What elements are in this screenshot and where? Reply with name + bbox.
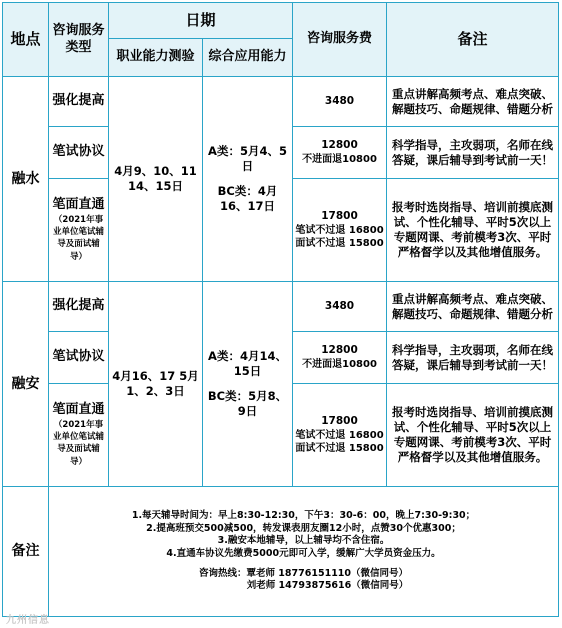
remark-cell: 重点讲解高频考点、难点突破、解题技巧、命题规律、错题分析 [387, 282, 559, 332]
header-date: 日期 [109, 3, 293, 39]
service-type-cell: 笔试协议 [49, 332, 109, 384]
footer-note-line: 4.直通车协议先缴费5000元即可入学，缓解广大学员资金压力。 [166, 547, 441, 559]
contact-line: 覃老师 18776151110（微信同号） [246, 567, 409, 579]
footer-note-line: 3.融安本地辅导，以上辅导均不含住宿。 [217, 535, 390, 547]
header-fee: 咨询服务费 [293, 3, 387, 77]
service-subnote: （2021年事业单位笔试辅导及面试辅导） [52, 419, 104, 467]
fee-cell: 12800 不进面退10800 [293, 127, 387, 179]
fee-cell: 3480 [293, 77, 387, 127]
header-vocational-test: 职业能力测验 [109, 39, 203, 77]
applied-date-bc: BC类：4月16、17日 [217, 184, 278, 213]
service-type-cell: 强化提高 [49, 77, 109, 127]
footer-note-line: 2.提高班预交500减500，转发课表朋友圈12小时，点赞30个优惠300； [146, 522, 461, 534]
vocational-date-cell: 4月16、17 5月1、2、3日 [109, 282, 203, 487]
footer-label: 备注 [3, 487, 49, 617]
service-type-cell: 强化提高 [49, 282, 109, 332]
vocational-date-cell: 4月9、10、11 14、15日 [109, 77, 203, 282]
fee-note: 不进面退10800 [302, 153, 377, 165]
header-applied-ability: 综合应用能力 [203, 39, 293, 77]
service-type-cell: 笔面直通 （2021年事业单位笔试辅导及面试辅导） [49, 384, 109, 487]
fee-cell: 3480 [293, 282, 387, 332]
place-cell: 融安 [3, 282, 49, 487]
hotline-line [51, 568, 556, 580]
fee-cell: 17800 笔试不过退 16800 面试不过退 15800 [293, 384, 387, 487]
footer-note-line: 1.每天辅导时间为：早上8:30-12:30，下午3：30-6：00，晚上7:30-9:30； [131, 510, 476, 522]
header-remarks: 备注 [387, 3, 559, 77]
remark-cell: 科学指导，主攻弱项，名师在线答疑，课后辅导到考试前一天！ [387, 332, 559, 384]
place-cell: 融水 [3, 77, 49, 282]
footer-notes [49, 487, 559, 617]
service-type-cell: 笔试协议 [49, 127, 109, 179]
fee-cell: 17800 笔试不过退 16800 面试不过退 15800 [293, 179, 387, 282]
service-type-cell: 笔面直通 （2021年事业单位笔试辅导及面试辅导） [49, 179, 109, 282]
watermark: 九州信息 [6, 615, 50, 626]
remark-cell: 重点讲解高频考点、难点突破、解题技巧、命题规律、错题分析 [387, 77, 559, 127]
remark-cell: 科学指导，主攻弱项，名师在线答疑，课后辅导到考试前一天！ [387, 127, 559, 179]
service-subnote: （2021年事业单位笔试辅导及面试辅导） [52, 214, 104, 262]
applied-date-a: A类：5月4、5日 [208, 144, 287, 174]
applied-date-cell [203, 77, 293, 282]
applied-date-bc: BC类：5月8、9日 [207, 389, 288, 418]
header-service-type: 咨询服务类型 [49, 3, 109, 77]
schedule-table [2, 2, 559, 617]
applied-date-cell [203, 282, 293, 487]
contact-line: 刘老师 14793875616（微信同号） [246, 580, 409, 592]
remark-cell: 报考时选岗指导、培训前摸底测试、个性化辅导、平时5次以上专题网课、考前模考3次、平时严格督学以及其他增值服务。 [387, 179, 559, 282]
remark-cell: 报考时选岗指导、培训前摸底测试、个性化辅导、平时5次以上专题网课、考前模考3次、平时严格督学以及其他增值服务。 [387, 384, 559, 487]
fee-note: 笔试不过退 16800 面试不过退 15800 [295, 429, 384, 454]
applied-date-a: A类：4月14、15日 [208, 349, 287, 379]
hotline-label: 咨询热线： [198, 567, 247, 579]
fee-note: 笔试不过退 16800 面试不过退 15800 [295, 224, 384, 249]
header-place: 地点 [3, 3, 49, 77]
fee-cell: 12800 不进面退10800 [293, 332, 387, 384]
fee-note: 不进面退10800 [302, 358, 377, 370]
